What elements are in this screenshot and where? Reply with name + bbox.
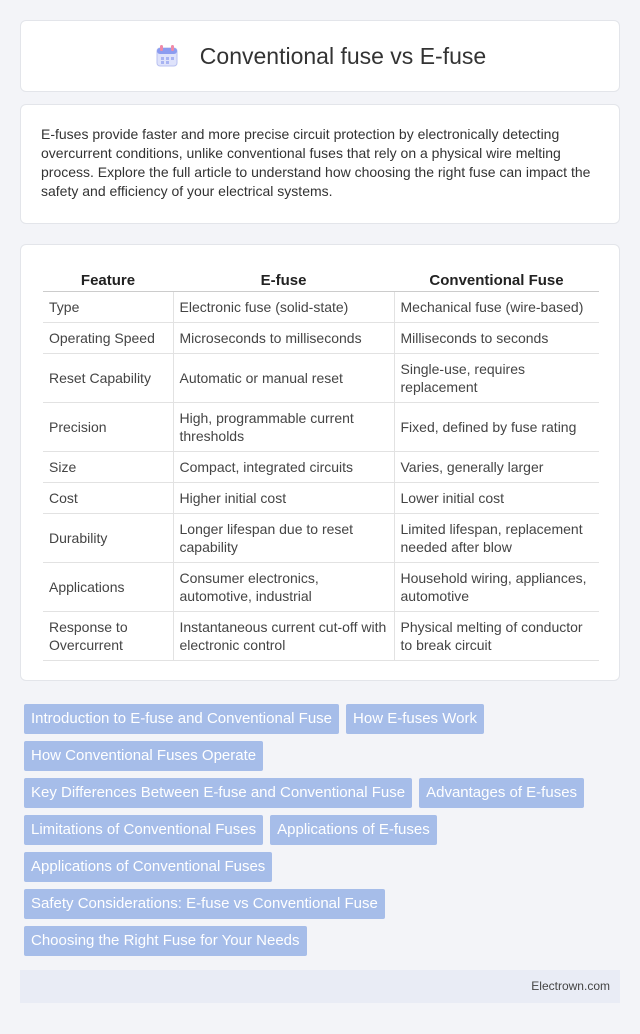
topic-link-how-efuses-work[interactable]: How E-fuses Work: [346, 704, 484, 734]
table-cell: Operating Speed: [43, 322, 173, 353]
table-cell: Applications: [43, 562, 173, 611]
title-card: [20, 20, 620, 92]
table-row: [43, 291, 599, 322]
table-cell: Instantaneous current cut-off with electronic control: [173, 611, 394, 660]
table-cell: Durability: [43, 513, 173, 562]
column-header: Feature: [43, 265, 173, 291]
table-cell: Fixed, defined by fuse rating: [394, 402, 599, 451]
table-row: [43, 402, 599, 451]
comparison-table-card: [20, 244, 620, 681]
table-row: [43, 482, 599, 513]
column-header: E-fuse: [173, 265, 394, 291]
table-cell: Lower initial cost: [394, 482, 599, 513]
topic-link-introduction[interactable]: Introduction to E-fuse and Conventional Fuse: [24, 704, 339, 734]
topic-link-limitations-conventional[interactable]: Limitations of Conventional Fuses: [24, 815, 263, 845]
topic-link-applications-efuses[interactable]: Applications of E-fuses: [270, 815, 437, 845]
topic-link-how-conventional-fuses-operate[interactable]: How Conventional Fuses Operate: [24, 741, 263, 771]
comparison-table: [43, 265, 599, 661]
topic-links: [24, 704, 620, 963]
table-cell: Cost: [43, 482, 173, 513]
column-header: Conventional Fuse: [394, 265, 599, 291]
table-cell: Consumer electronics, automotive, industrial: [173, 562, 394, 611]
table-cell: Response to Overcurrent: [43, 611, 173, 660]
footer: [20, 970, 620, 1003]
intro-text: E-fuses provide faster and more precise circuit protection by electronically detecting overcurrent conditions, unlike conventional fuses that rely on a physical wire melting process. Explore the full article to understand how choosing the right fuse can impact the safety and efficiency of your electrical systems.: [41, 126, 591, 199]
table-cell: Milliseconds to seconds: [394, 322, 599, 353]
table-cell: Varies, generally larger: [394, 451, 599, 482]
table-cell: Mechanical fuse (wire-based): [394, 291, 599, 322]
table-cell: Household wiring, appliances, automotive: [394, 562, 599, 611]
table-cell: Limited lifespan, replacement needed after blow: [394, 513, 599, 562]
table-cell: Microseconds to milliseconds: [173, 322, 394, 353]
table-cell: Automatic or manual reset: [173, 353, 394, 402]
topic-link-key-differences[interactable]: Key Differences Between E-fuse and Conventional Fuse: [24, 778, 412, 808]
footer-site-name[interactable]: Electrown.com: [531, 979, 610, 993]
table-row: [43, 322, 599, 353]
table-row: [43, 611, 599, 660]
table-row: [43, 353, 599, 402]
table-row: [43, 513, 599, 562]
table-cell: High, programmable current thresholds: [173, 402, 394, 451]
calendar-icon: [154, 43, 180, 69]
table-header-row: [43, 265, 599, 291]
table-cell: Electronic fuse (solid-state): [173, 291, 394, 322]
topic-link-advantages-efuses[interactable]: Advantages of E-fuses: [419, 778, 584, 808]
table-cell: Reset Capability: [43, 353, 173, 402]
table-cell: Physical melting of conductor to break circuit: [394, 611, 599, 660]
table-cell: Precision: [43, 402, 173, 451]
table-cell: Type: [43, 291, 173, 322]
table-cell: Size: [43, 451, 173, 482]
table-cell: Single-use, requires replacement: [394, 353, 599, 402]
table-row: [43, 562, 599, 611]
page-title: Conventional fuse vs E-fuse: [199, 42, 487, 69]
topic-link-safety-considerations[interactable]: Safety Considerations: E-fuse vs Conventional Fuse: [24, 889, 385, 919]
table-cell: Higher initial cost: [173, 482, 394, 513]
table-cell: Longer lifespan due to reset capability: [173, 513, 394, 562]
topic-link-applications-conventional[interactable]: Applications of Conventional Fuses: [24, 852, 272, 882]
table-cell: Compact, integrated circuits: [173, 451, 394, 482]
intro-card: [20, 104, 620, 224]
topic-link-choosing-right-fuse[interactable]: Choosing the Right Fuse for Your Needs: [24, 926, 307, 956]
table-row: [43, 451, 599, 482]
